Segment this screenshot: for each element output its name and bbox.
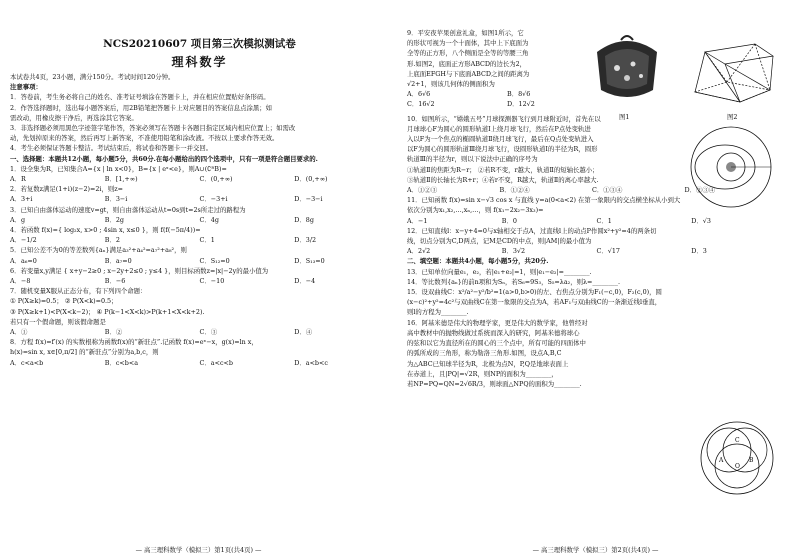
options-9 bbox=[407, 89, 607, 99]
question-9-b: 的形状可视为一个十面体，其中上下底面为 bbox=[407, 39, 529, 48]
option: A．R bbox=[10, 175, 26, 184]
svg-text:C: C bbox=[735, 437, 740, 444]
option: D．④ bbox=[294, 328, 313, 337]
exam-intro: 本试卷共4页，23小题，满分150分。考试时间120分钟。 bbox=[10, 73, 175, 81]
option: B．①②④ bbox=[499, 186, 530, 195]
question-16-e: 为△ABC已知球半径为R，北极为点N，P,Q是地球表面上 bbox=[407, 359, 569, 368]
question-16-b: 高中教材中的抛物线做过系统而深入的研究，阿基米德将球心 bbox=[407, 328, 580, 337]
option: D．3/2 bbox=[294, 236, 317, 245]
question-7-prompt: 若只有一个假命题，则该假命题是 bbox=[10, 317, 106, 326]
option: C．③ bbox=[199, 328, 218, 337]
option: B．3−i bbox=[104, 195, 128, 204]
question-6: 6．若变量x,y满足 { x+y−2≥0 ; x−2y+2≤0 ; y≤4 }，则目标函数z=|x|−2y的最小值为 bbox=[10, 266, 269, 275]
question-10-g: ③轨道Ⅱ的长轴长为R+r；④若r不变，R越大，轨道Ⅱ的离心率越大. bbox=[407, 175, 599, 184]
question-10-f: ①轨道Ⅱ的焦距为R−r； ②若R不变，r越大，轨道Ⅱ的短轴长越小； bbox=[407, 165, 599, 174]
option: B．8√6 bbox=[507, 90, 531, 99]
question-11: 11．已知函数 f(x)=sin x−√3 cos x 与直线 y=a(0<a<2) 在第一象限内的交点横坐标从小到大 bbox=[407, 196, 681, 205]
page-footer-left: — 高三理科数学（模拟三）第1页(共4页) — bbox=[135, 546, 262, 554]
option: D．12√2 bbox=[507, 100, 535, 109]
sphere-triangle-figure bbox=[697, 418, 777, 498]
question-16: 16．阿基米德是伟大的物理学家，更是伟大的数学家，他曾经对 bbox=[407, 318, 588, 327]
question-13: 13．已知单位向量e₁，e₂，若|e₁+e₂|=1，则|e₁−e₂|=________. bbox=[407, 267, 592, 276]
option: A．a₆=0 bbox=[10, 256, 37, 265]
question-16-g: 若NP=PQ=QN=2√6R/3，则球面△NPQ的面积为________. bbox=[407, 379, 582, 388]
notice-2b: 需改动，用橡皮擦干净后，再选涂其它答案。 bbox=[10, 113, 138, 122]
option: D．S₁₃=0 bbox=[294, 256, 325, 265]
options-12 bbox=[407, 246, 786, 256]
question-7-stmt-a: ① P(X≥k)=0.5； ② P(X<k)=0.5； bbox=[10, 297, 118, 306]
question-12: 12．已知直线l：x−y+4=0与x轴相交于点A，过直线l上的动点P作圆x²+y²=4的两条切 bbox=[407, 226, 657, 235]
section-1-heading: 一、选择题：本题共12小题，每小题5分，共60分.在每小题给出的四个选项中，只有一项是符合题目要求的. bbox=[10, 154, 318, 163]
decahedron-figure bbox=[685, 32, 785, 112]
options-7 bbox=[10, 327, 389, 337]
question-16-c: 的弦和以它为直径所在的圆心的三个点中，所有可能的四面体中 bbox=[407, 339, 586, 348]
options-2 bbox=[10, 194, 389, 204]
option: A．−1 bbox=[407, 216, 428, 225]
option: A．2√2 bbox=[407, 247, 431, 256]
option: A．c<a<b bbox=[10, 358, 44, 367]
page-right bbox=[397, 0, 794, 560]
question-16-d: 的弧所成的三角形，称为勒洛三角形.如图，设点A,B,C bbox=[407, 349, 562, 358]
question-16-f: 在赤道上，且|PQ|=√2R，则NP的面积为________， bbox=[407, 369, 558, 378]
question-9-f: √2+1，则该几何体的侧面积为 bbox=[407, 80, 495, 89]
option: D．a<b<c bbox=[294, 358, 328, 367]
option: C．16√2 bbox=[407, 100, 435, 109]
figure-2-caption: 图2 bbox=[727, 113, 738, 121]
options-9b bbox=[407, 99, 607, 109]
section-2-heading: 二、填空题：本题共4小题，每小题5分，共20分. bbox=[407, 257, 549, 266]
notice-4: 4．考生必须保证答题卡整洁。考试结束后，将试卷和答题卡一并交回。 bbox=[10, 144, 213, 153]
option: D．−3−i bbox=[294, 195, 323, 204]
figure-1-caption: 图1 bbox=[619, 113, 630, 121]
option: D．3 bbox=[691, 247, 707, 256]
notice-heading: 注意事项： bbox=[10, 83, 42, 92]
svg-text:A: A bbox=[719, 457, 724, 464]
question-12-b: 线，切点分别为C,D两点，记M是CD的中点，则|AM|的最小值为 bbox=[407, 237, 592, 246]
option: B．2 bbox=[104, 236, 120, 245]
option: D．√3 bbox=[691, 216, 711, 225]
option: C．1 bbox=[596, 216, 612, 225]
question-2: 2．若复数z满足(1+i)(z−2)=2i，则z= bbox=[10, 185, 123, 194]
option: B．a₇=0 bbox=[104, 256, 132, 265]
option: B．3√2 bbox=[501, 247, 526, 256]
option: C．4g bbox=[199, 215, 219, 224]
question-8: 8．方程 f(x)=f′(x) 的实数根称为函数f(x)的“新驻点”.记函数 f(x)=eˣ−x，g(x)=ln x， bbox=[10, 338, 258, 347]
question-15: 15．设双曲线C：x²/a²−y²/b²=1(a>0,b>0)的左、右焦点分别为F₁(−c,0)，F₂(c,0)，圆 bbox=[407, 288, 662, 297]
notice-1: 1．答卷前，考生务必将自己的姓名、准考证号填涂在答题卡上，并在相应位置贴好条形码。 bbox=[10, 93, 270, 102]
option: B．② bbox=[104, 328, 123, 337]
gift-box-figure bbox=[587, 32, 667, 104]
notice-2: 2．作答选择题时，选出每小题答案后，用2B铅笔把答题卡上对应题目的答案信息点涂黑；如 bbox=[10, 103, 273, 112]
options-11 bbox=[407, 216, 786, 226]
option: C．1 bbox=[199, 236, 215, 245]
option: D．8g bbox=[294, 215, 314, 224]
option: B．2g bbox=[104, 215, 124, 224]
notice-3b: 动，先划掉原来的答案，然后再写上新答案，不准使用铅笔和涂改液。不按以上要求作答无效。 bbox=[10, 134, 279, 143]
notice-3: 3．非选择题必须用黑色字迹签字笔作答，答案必须写在答题卡各题目指定区域内相应位置上；如需改 bbox=[10, 124, 296, 133]
question-9: 9．平安夜苹果创意礼盒，如图1所示，它 bbox=[407, 29, 524, 37]
svg-text:O: O bbox=[735, 463, 740, 470]
question-8-b: h(x)=sin x, x∈[0,π/2] 的“新驻点”分别为a,b,c，则 bbox=[10, 348, 159, 357]
question-14: 14．等比数列{aₙ}的前n项和为Sₙ，若S₆=9S₃，S₅=λa₂，则λ=________. bbox=[407, 277, 620, 286]
orbit-figure bbox=[685, 124, 777, 210]
option: A．6√6 bbox=[407, 90, 431, 99]
page-footer-right: — 高三理科数学（模拟三）第2页(共4页) — bbox=[532, 546, 659, 554]
option: B．−6 bbox=[104, 277, 126, 286]
option: C．a<c<b bbox=[199, 358, 233, 367]
question-10-d: 以F为圆心的圆形轨道Ⅲ绕月球飞行，设圆形轨道Ⅰ的半径为R，圆形 bbox=[407, 145, 598, 154]
option: A．①②③ bbox=[407, 186, 438, 195]
option: C．S₁₂=0 bbox=[199, 256, 230, 265]
question-5: 5．已知公差不为0的等差数列{aₙ}满足a₃²+a₄²=a₇²+a₈²，则 bbox=[10, 246, 187, 255]
option: D．②③④ bbox=[684, 186, 716, 195]
question-10-c: 入以F为一个焦点的椭圆轨道Ⅱ绕月球飞行，最后在Q点处变轨进入 bbox=[407, 135, 594, 144]
options-1 bbox=[10, 174, 389, 184]
question-9-d: 形.如图2，底面正方形ABCD的边长为2， bbox=[407, 59, 527, 68]
option: A．3+i bbox=[10, 195, 33, 204]
option: C．①③④ bbox=[592, 186, 623, 195]
option: D．(0,+∞) bbox=[294, 175, 328, 184]
question-10-e: 轨道Ⅲ的半径为r，则以下说法中正确的序号为 bbox=[407, 155, 538, 164]
option: A．g bbox=[10, 215, 26, 224]
option: D．−4 bbox=[294, 277, 316, 286]
option: C．(0,+∞) bbox=[199, 175, 233, 184]
options-8 bbox=[10, 358, 389, 368]
options-6 bbox=[10, 276, 389, 286]
question-15-b: (x−c)²+y²=4c²与双曲线C在第一象限的交点为A，若AF₁与双曲线C的一条渐近线l垂直， bbox=[407, 298, 662, 307]
option: C．−10 bbox=[199, 277, 225, 286]
exam-title: NCS20210607 项目第三次模拟测试卷 bbox=[103, 38, 296, 50]
question-9-c: 全等的正方形，八个侧面是全等的等腰三角 bbox=[407, 49, 529, 58]
question-7-stmt-b: ③ P(X≥k+1)<P(X<k−2)； ④ P(k−1<X<k)>P(k+1<X<k+2). bbox=[10, 307, 205, 316]
question-11-b: 依次分别为x₁,x₂,…,xₙ,…，则 f(x₁−2x₂−3x₃)= bbox=[407, 206, 544, 215]
option: C．√17 bbox=[596, 247, 620, 256]
question-10: 10．如图所示，“嫦娥五号”月球探测器飞行到月球附近时，首先在以 bbox=[407, 114, 601, 123]
question-7: 7．随机变量X服从正态分布，有下列四个命题： bbox=[10, 287, 147, 296]
exam-subtitle: 理科数学 bbox=[171, 55, 228, 69]
options-4 bbox=[10, 235, 389, 245]
option: B．0 bbox=[501, 216, 517, 225]
option: A．−8 bbox=[10, 277, 31, 286]
options-5 bbox=[10, 256, 389, 266]
question-15-c: 则l的方程为________. bbox=[407, 308, 469, 317]
option: B．[1,+∞) bbox=[104, 175, 138, 184]
option: C．−3+i bbox=[199, 195, 228, 204]
option: B．c<b<a bbox=[104, 358, 139, 367]
question-1: 1．设全集为R，已知集合A={x | ln x<0}，B={x | eˣ<e}，则A∪(∁ᴿB)= bbox=[10, 164, 227, 173]
question-10-b: 月球球心F为圆心的圆形轨道Ⅰ上绕月球飞行，然后在P点处变轨进 bbox=[407, 124, 591, 133]
question-3: 3．已知自由落体运动的速度v=gt，则自由落体运动从t=0s到t=2s所走过的路程为 bbox=[10, 205, 246, 214]
question-4: 4．若函数 f(x)={ log₂x, x>0 ; 4sin x, x≤0 }，则 f(f(−5π/4))= bbox=[10, 226, 201, 235]
option: A．① bbox=[10, 328, 28, 337]
svg-text:B: B bbox=[749, 457, 754, 464]
question-9-e: 上底面EFGH与下底面ABCD之间的距离为 bbox=[407, 69, 530, 78]
options-3 bbox=[10, 215, 389, 225]
option: A．−1/2 bbox=[10, 236, 37, 245]
